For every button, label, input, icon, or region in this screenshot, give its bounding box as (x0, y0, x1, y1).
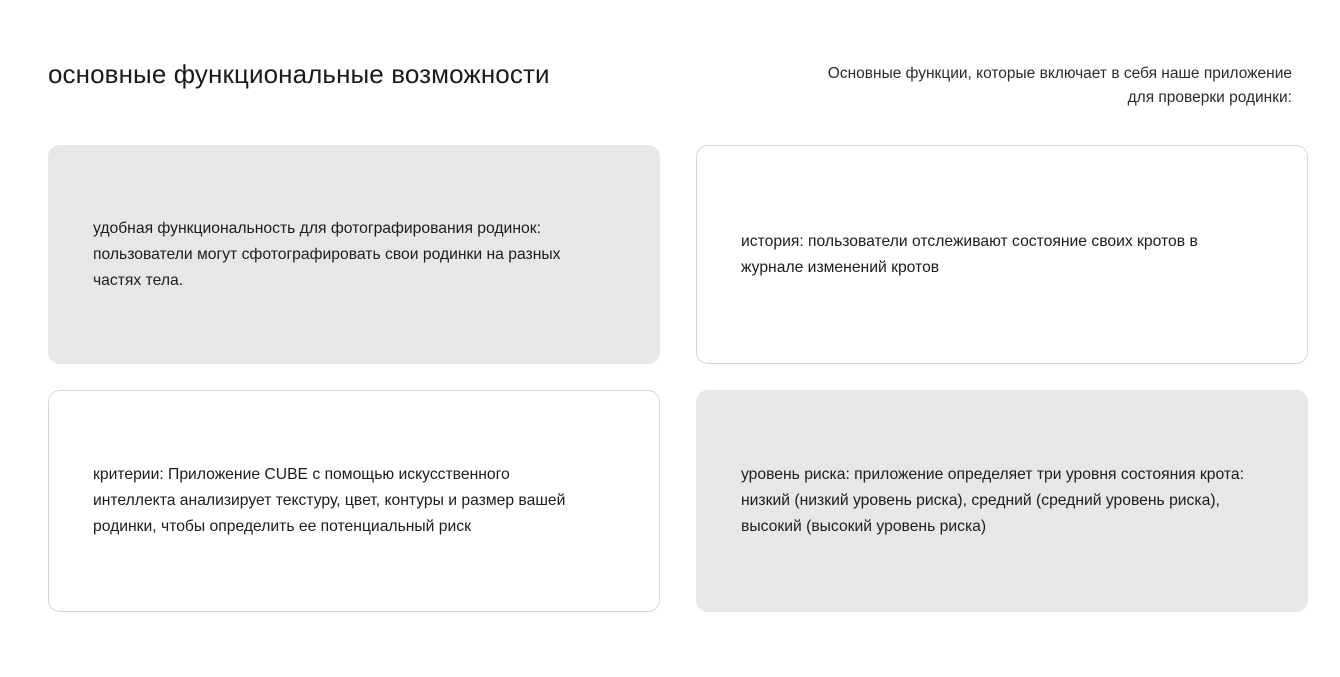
feature-card-history (696, 145, 1308, 364)
feature-card-text: удобная функциональность для фотографирования родинок: пользователи могут сфотографировать свои родинки на разных частях тела. (93, 219, 561, 289)
feature-card-text: критерии: Приложение CUBE с помощью искусственного интеллекта анализирует текстуру, цвет, контуры и размер вашей родинки, чтобы определить ее потенциальный риск (93, 466, 566, 535)
feature-card-risk-level (696, 390, 1308, 612)
section-subtitle: Основные функции, которые включает в себя наше приложение для проверки родинки: (827, 65, 1292, 106)
feature-card-grid (0, 145, 1340, 612)
feature-card-photo (48, 145, 660, 364)
feature-card-criteria (48, 390, 660, 612)
section-header (0, 0, 1340, 110)
feature-card-text: уровень риска: приложение определяет три уровня состояния крота: низкий (низкий уровень риска), средний (средний уровень риска), высокий (высокий уровень риска) (741, 466, 1244, 535)
page-title: основные функциональные возможности (48, 59, 550, 89)
feature-card-text: история: пользователи отслеживают состояние своих кротов в журнале изменений кротов (741, 232, 1198, 276)
